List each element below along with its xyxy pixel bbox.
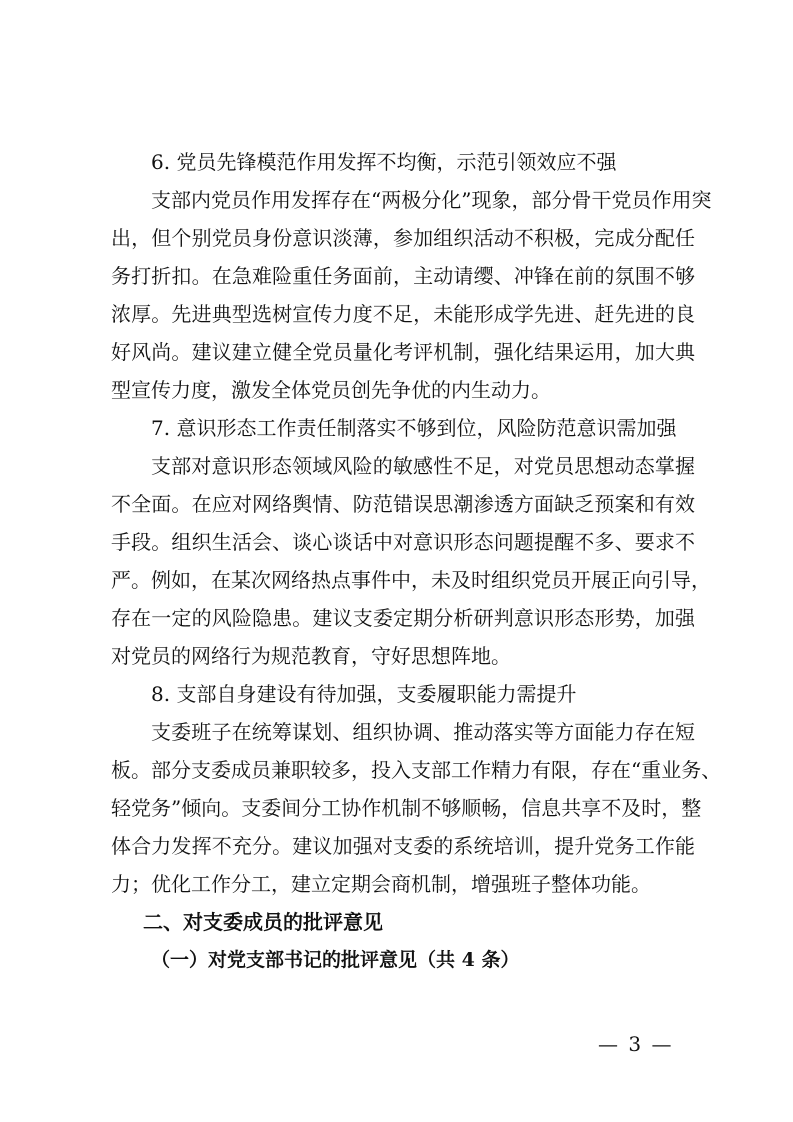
- paragraph-line: 出，但个别党员身份意识淡薄，参加组织活动不积极，完成分配任: [111, 226, 695, 250]
- paragraph-line: 手段。组织生活会、谈心谈话中对意识形态问题提醒不多、要求不: [111, 530, 695, 554]
- document-body: [111, 143, 722, 979]
- paragraph-line: 支委班子在统筹谋划、组织协调、推动落实等方面能力存在短: [151, 720, 695, 744]
- section-6-heading: 6. 党员先锋模范作用发挥不均衡，示范引领效应不强: [151, 150, 617, 174]
- section-7-heading: 7. 意识形态工作责任制落实不够到位，风险防范意识需加强: [151, 416, 677, 440]
- paragraph-line: 严。例如，在某次网络热点事件中，未及时组织党员开展正向引导，: [111, 568, 711, 592]
- paragraph-line: 轻党务”倾向。支委间分工协作机制不够顺畅，信息共享不及时，整: [111, 796, 702, 820]
- paragraph-line: 板。部分支委成员兼职较多，投入支部工作精力有限，存在“重业务、: [111, 758, 722, 782]
- paragraph-line: 支部内党员作用发挥存在“两极分化”现象，部分骨干党员作用突: [151, 188, 712, 212]
- paragraph-line: 务打折扣。在急难险重任务面前，主动请缨、冲锋在前的氛围不够: [111, 264, 695, 288]
- paragraph-line: 力；优化工作分工，建立定期会商机制，增强班子整体功能。: [111, 872, 651, 896]
- paragraph-line: 对党员的网络行为规范教育，守好思想阵地。: [111, 644, 511, 668]
- paragraph-line: 型宣传力度，激发全体党员创先争优的内生动力。: [111, 378, 551, 402]
- paragraph-line: 支部对意识形态领域风险的敏感性不足，对党员思想动态掌握: [151, 454, 695, 478]
- paragraph-line: 体合力发挥不充分。建议加强对支委的系统培训，提升党务工作能: [111, 834, 695, 858]
- page-number: — 3 —: [598, 1032, 674, 1056]
- paragraph-line: 存在一定的风险隐患。建议支委定期分析研判意识形态形势，加强: [111, 606, 695, 630]
- section-8-heading: 8. 支部自身建设有待加强，支委履职能力需提升: [151, 682, 577, 706]
- part-2-heading: 二、对支委成员的批评意见: [143, 910, 383, 934]
- paragraph-line: 浓厚。先进典型选树宣传力度不足，未能形成学先进、赶先进的良: [111, 302, 695, 326]
- paragraph-line: 好风尚。建议建立健全党员量化考评机制，强化结果运用，加大典: [111, 340, 695, 364]
- subsection-1-heading: （一）对党支部书记的批评意见（共 4 条）: [151, 949, 520, 971]
- paragraph-line: 不全面。在应对网络舆情、防范错误思潮渗透方面缺乏预案和有效: [111, 492, 695, 516]
